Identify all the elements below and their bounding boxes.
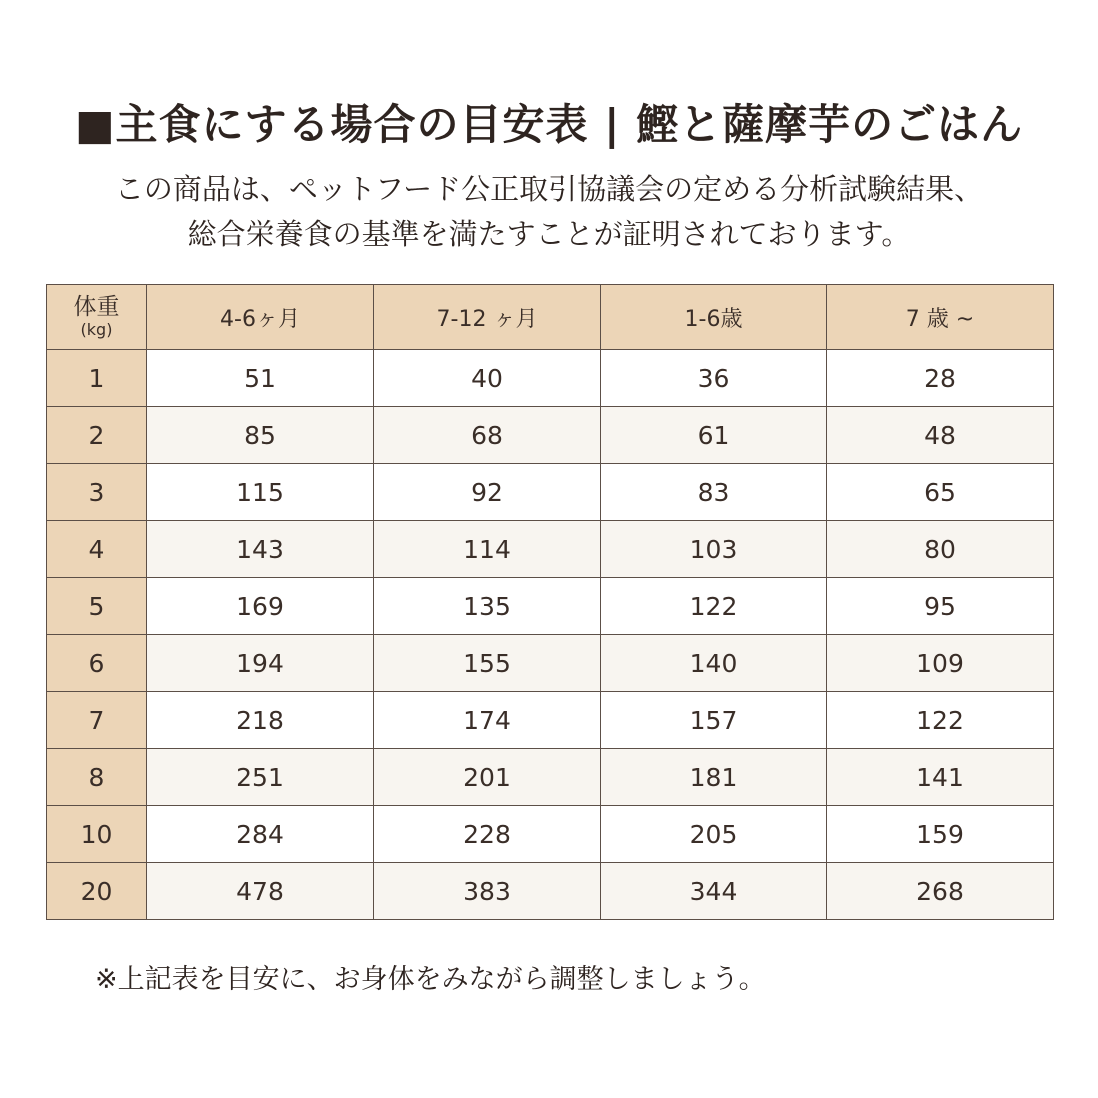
amount-cell: 159 [827,806,1054,863]
amount-cell: 80 [827,521,1054,578]
weight-cell: 6 [47,635,147,692]
amount-cell: 103 [601,521,827,578]
amount-cell: 51 [147,350,374,407]
table-header-row [47,285,1054,350]
column-header-1-6-years: 1-6歳 [601,285,827,350]
weight-column-header [47,285,147,350]
weight-cell: 3 [47,464,147,521]
amount-cell: 61 [601,407,827,464]
amount-cell: 36 [601,350,827,407]
weight-cell: 7 [47,692,147,749]
amount-cell: 194 [147,635,374,692]
amount-cell: 68 [374,407,601,464]
amount-cell: 40 [374,350,601,407]
amount-cell: 268 [827,863,1054,920]
amount-cell: 218 [147,692,374,749]
amount-cell: 143 [147,521,374,578]
weight-unit-label: (kg) [80,320,113,339]
table-row [47,692,1054,749]
feeding-guide-table-container [46,284,1053,920]
description-line-1: この商品は、ペットフード公正取引協議会の定める分析試験結果、 [114,172,984,206]
column-header-4-6-months: 4-6ヶ月 [147,285,374,350]
description-line-2: 総合栄養食の基準を満たすことが証明されております。 [187,217,911,251]
amount-cell: 228 [374,806,601,863]
amount-cell: 114 [374,521,601,578]
amount-cell: 85 [147,407,374,464]
column-header-7-12-months: 7-12 ヶ月 [374,285,601,350]
table-row [47,806,1054,863]
column-header-7-years-plus: 7 歳 ~ [827,285,1054,350]
table-row [47,578,1054,635]
amount-cell: 122 [601,578,827,635]
table-row [47,464,1054,521]
amount-cell: 95 [827,578,1054,635]
table-row [47,635,1054,692]
table-row [47,407,1054,464]
amount-cell: 28 [827,350,1054,407]
amount-cell: 65 [827,464,1054,521]
amount-cell: 201 [374,749,601,806]
weight-header-label: 体重 [73,294,120,320]
amount-cell: 122 [827,692,1054,749]
table-row [47,350,1054,407]
amount-cell: 48 [827,407,1054,464]
footnote: ※上記表を目安に、お身体をみながら調整しましょう。 [95,964,766,995]
amount-cell: 157 [601,692,827,749]
amount-cell: 135 [374,578,601,635]
page-title: ■主食にする場合の目安表 | 鰹と薩摩芋のごはん [74,100,1024,149]
amount-cell: 383 [374,863,601,920]
weight-cell: 5 [47,578,147,635]
weight-cell: 20 [47,863,147,920]
amount-cell: 109 [827,635,1054,692]
amount-cell: 92 [374,464,601,521]
amount-cell: 115 [147,464,374,521]
table-body [47,350,1054,920]
weight-cell: 1 [47,350,147,407]
amount-cell: 478 [147,863,374,920]
amount-cell: 181 [601,749,827,806]
amount-cell: 344 [601,863,827,920]
table-row [47,749,1054,806]
weight-cell: 10 [47,806,147,863]
amount-cell: 251 [147,749,374,806]
amount-cell: 155 [374,635,601,692]
amount-cell: 140 [601,635,827,692]
amount-cell: 83 [601,464,827,521]
amount-cell: 169 [147,578,374,635]
amount-cell: 141 [827,749,1054,806]
feeding-guide-table [46,284,1054,920]
weight-cell: 4 [47,521,147,578]
table-row [47,863,1054,920]
amount-cell: 205 [601,806,827,863]
weight-cell: 8 [47,749,147,806]
amount-cell: 284 [147,806,374,863]
amount-cell: 174 [374,692,601,749]
table-row [47,521,1054,578]
weight-cell: 2 [47,407,147,464]
